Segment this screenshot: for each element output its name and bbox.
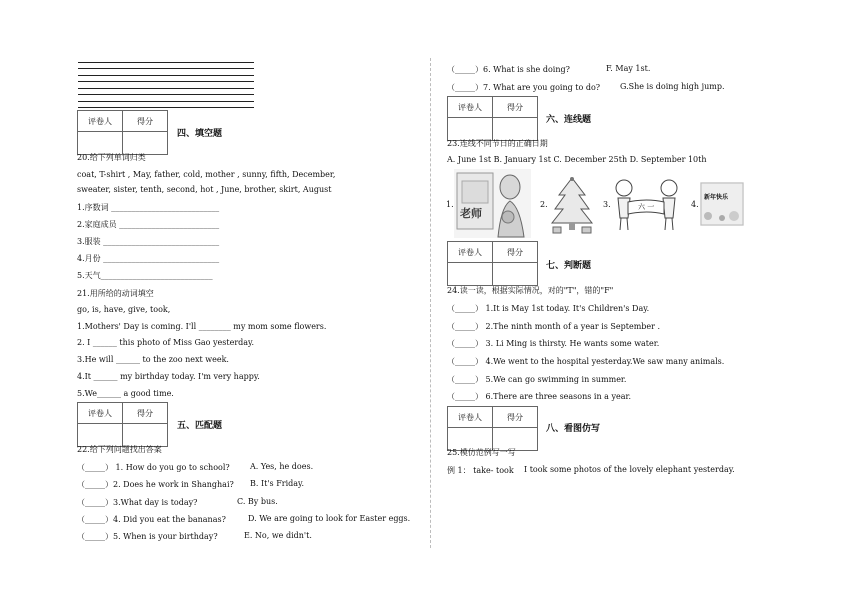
section-title: 七、判断题 <box>546 261 592 271</box>
judge-item[interactable]: （_____） 2.The ninth month of a year is September . <box>447 322 661 331</box>
writing-line <box>78 62 254 63</box>
picture-number: 4. <box>691 200 699 209</box>
reviewer-header: 评卷人 <box>78 111 123 132</box>
match-question[interactable]: （_____）5. When is your birthday? <box>77 532 218 541</box>
picture-caption: 老师 <box>460 207 482 220</box>
word-bank: coat, T-shirt , May, father, cold, mother , sunny, fifth, December, <box>77 170 336 179</box>
match-answer: F. May 1st. <box>606 64 651 73</box>
picture-number: 2. <box>540 200 548 209</box>
reviewer-header: 评卷人 <box>448 242 493 263</box>
question-prompt: 23.连线不同节日的正确日期 <box>447 139 548 148</box>
fill-item[interactable]: 3.服装 _____________________________ <box>77 237 220 246</box>
new-year-card-icon <box>700 182 744 226</box>
judge-item[interactable]: （_____） 6.There are three seasons in a year. <box>447 392 631 401</box>
score-table <box>447 241 538 286</box>
question-prompt: 22.给下列问题找出答案 <box>77 445 162 454</box>
childrens-day-picture[interactable] <box>612 178 682 233</box>
judge-item[interactable]: （_____） 4.We went to the hospital yesterday.We saw many animals. <box>447 357 725 366</box>
score-header: 得分 <box>123 403 168 424</box>
question-prompt: 21.用所给的动词填空 <box>77 289 154 298</box>
picture-caption: 新年快乐 <box>704 194 729 201</box>
reviewer-header: 评卷人 <box>78 403 123 424</box>
score-table <box>77 110 168 155</box>
writing-line <box>78 101 254 102</box>
reviewer-cell[interactable] <box>448 263 493 286</box>
picture-number: 3. <box>603 200 611 209</box>
section-title: 六、连线题 <box>546 115 592 125</box>
question-prompt: 25.模仿范例写一写 <box>447 448 516 457</box>
example-sentence: I took some photos of the lovely elephant yesterday. <box>524 465 735 474</box>
match-question[interactable]: （_____）7. What are you going to do? <box>447 83 601 92</box>
match-question[interactable]: （_____）6. What is she doing? <box>447 65 570 74</box>
section-title: 五、匹配题 <box>177 421 223 431</box>
teacher-card-icon <box>454 169 531 238</box>
teachers-day-picture[interactable] <box>454 169 531 238</box>
new-year-picture[interactable] <box>700 182 744 226</box>
match-question[interactable]: （_____） 1. How do you go to school? <box>77 463 230 472</box>
score-header: 得分 <box>493 407 538 428</box>
section-title: 八、看图仿写 <box>546 424 601 434</box>
reviewer-header: 评卷人 <box>448 407 493 428</box>
section-title: 四、填空题 <box>177 129 223 139</box>
fill-item[interactable]: 4.It ______ my birthday today. I'm very happy. <box>77 372 260 381</box>
fill-item[interactable]: 1.序数词 ___________________________ <box>77 203 220 212</box>
fill-item[interactable]: 4.月份 _____________________________ <box>77 254 220 263</box>
match-answer: A. Yes, he does. <box>250 462 314 471</box>
judge-item[interactable]: （_____） 1.It is May 1st today. It's Children's Day. <box>447 304 650 313</box>
score-table <box>77 402 168 447</box>
fill-item[interactable]: 3.He will ______ to the zoo next week. <box>77 355 229 364</box>
fill-item[interactable]: 1.Mothers' Day is coming. I'll ________ my mom some flowers. <box>77 322 327 331</box>
writing-line <box>78 81 254 82</box>
match-question[interactable]: （_____）4. Did you eat the bananas? <box>77 515 226 524</box>
judge-item[interactable]: （_____） 5.We can go swimming in summer. <box>447 375 627 384</box>
writing-line <box>78 88 254 89</box>
score-header: 得分 <box>123 111 168 132</box>
question-prompt: 20.给下列单词归类 <box>77 153 146 162</box>
writing-line <box>78 68 254 69</box>
christmas-picture[interactable] <box>549 175 595 235</box>
score-cell[interactable] <box>493 263 538 286</box>
fill-item[interactable]: 5.We______ a good time. <box>77 389 174 398</box>
word-bank: sweater, sister, tenth, second, hot , June, brother, skirt, August <box>77 185 332 194</box>
match-question[interactable]: （_____）2. Does he work in Shanghai? <box>77 480 234 489</box>
match-question[interactable]: （_____）3.What day is today? <box>77 498 198 507</box>
match-answer: B. It's Friday. <box>250 479 305 488</box>
score-table <box>447 96 538 141</box>
judge-item[interactable]: （_____） 3. Li Ming is thirsty. He wants some water. <box>447 339 660 348</box>
writing-line <box>78 94 254 95</box>
match-answer: D. We are going to look for Easter eggs. <box>248 514 411 523</box>
match-answer: G.She is doing high jump. <box>620 82 725 91</box>
fill-item[interactable]: 2.家庭成员 _________________________ <box>77 220 220 229</box>
reviewer-header: 评卷人 <box>448 97 493 118</box>
writing-line <box>78 107 254 108</box>
match-answer: E. No, we didn't. <box>244 531 312 540</box>
score-header: 得分 <box>493 242 538 263</box>
fill-item[interactable]: 2. I ______ this photo of Miss Gao yesterday. <box>77 338 255 347</box>
score-table <box>447 406 538 451</box>
score-header: 得分 <box>493 97 538 118</box>
example-label: 例 1： take- took <box>447 466 514 475</box>
christmas-tree-icon <box>549 175 595 235</box>
column-divider <box>430 58 431 548</box>
picture-number: 1. <box>446 200 454 209</box>
date-options: A. June 1st B. January 1st C. December 25th D. September 10th <box>447 155 707 164</box>
picture-caption: 六 一 <box>638 203 655 211</box>
match-answer: C. By bus. <box>237 497 278 506</box>
fill-item[interactable]: 5.天气____________________________ <box>77 271 213 280</box>
verb-bank: go, is, have, give, took, <box>77 305 171 314</box>
question-prompt: 24.读一读，根据实际情况，对的"T"，错的"F" <box>447 286 614 295</box>
writing-line <box>78 75 254 76</box>
